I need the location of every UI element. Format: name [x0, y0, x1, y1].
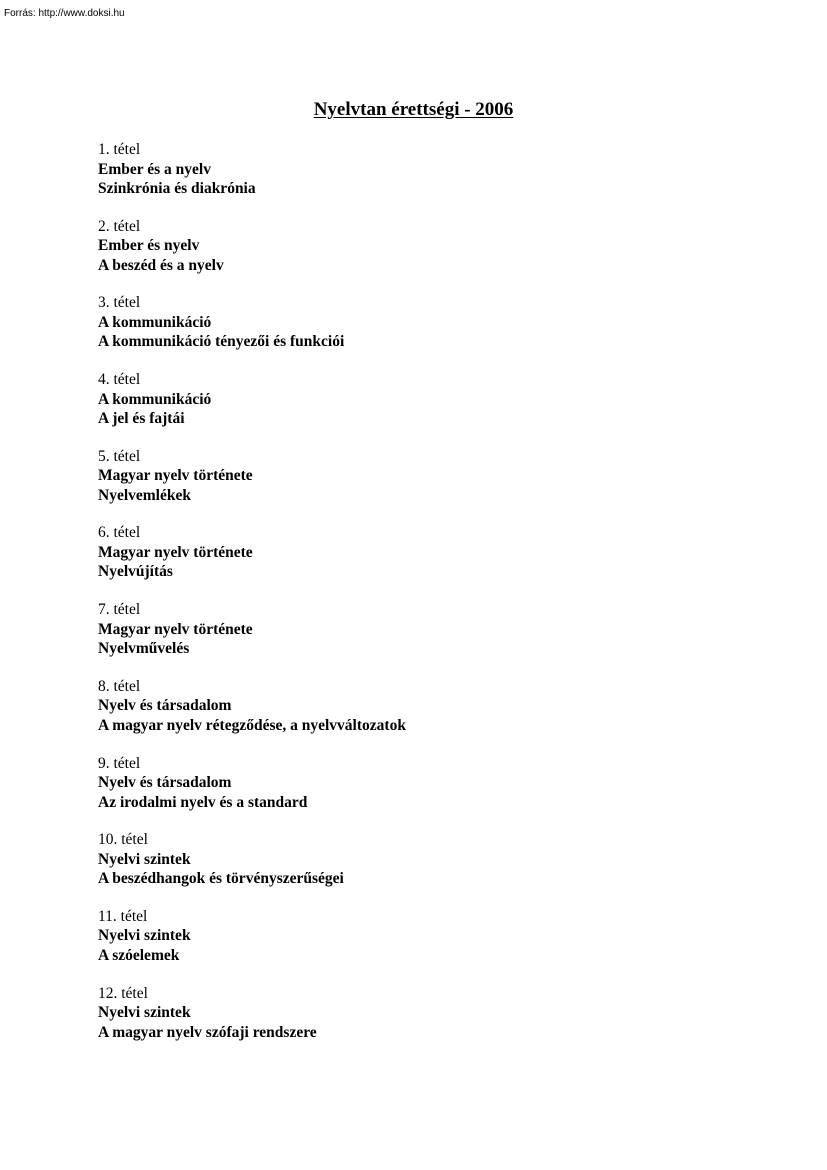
topic-number: 9. tétel: [98, 754, 141, 772]
topic-item-12: [98, 984, 798, 1061]
topic-theme: Magyar nyelv története: [98, 543, 253, 561]
topic-theme: Magyar nyelv története: [98, 467, 253, 485]
topic-number: 7. tétel: [98, 601, 141, 619]
topic-subject: A magyar nyelv szófaji rendszere: [98, 1023, 317, 1041]
topic-theme: Nyelvi szintek: [98, 927, 191, 945]
topic-item-5: [98, 447, 798, 524]
topic-number: 2. tétel: [98, 217, 141, 235]
topic-subject: A kommunikáció tényezői és funkciói: [98, 333, 345, 351]
topic-number: 12. tétel: [98, 984, 148, 1002]
topic-item-11: [98, 907, 798, 984]
topic-number: 3. tétel: [98, 294, 141, 312]
topic-number: 1. tétel: [98, 141, 141, 158]
topic-subject: A szóelemek: [98, 946, 180, 964]
topic-subject: Nyelvújítás: [98, 563, 173, 581]
topic-subject: Az irodalmi nyelv és a standard: [98, 793, 308, 811]
topic-theme: Ember és a nyelv: [98, 160, 211, 178]
topic-subject: Szinkrónia és diakrónia: [98, 180, 256, 197]
topic-item-10: [98, 830, 798, 907]
topic-number: 10. tétel: [98, 831, 148, 849]
topic-subject: A beszédhangok és törvényszerűségei: [98, 870, 344, 888]
topic-item-8: [98, 677, 798, 754]
topic-item-4: [98, 370, 798, 447]
topic-number: 11. tétel: [98, 907, 148, 925]
topic-theme: Nyelv és társadalom: [98, 697, 232, 715]
topic-item-9: [98, 754, 798, 831]
topic-item-7: [98, 600, 798, 677]
topic-theme: A kommunikáció: [98, 390, 212, 408]
topic-theme: Nyelvi szintek: [98, 1004, 191, 1022]
topic-list: [98, 140, 798, 1060]
topic-item-1: [98, 140, 798, 217]
topic-theme: A kommunikáció: [98, 313, 212, 331]
topic-theme: Nyelv és társadalom: [98, 774, 232, 791]
topic-number: 4. tétel: [98, 371, 141, 389]
topic-subject: Nyelvemlékek: [98, 486, 191, 504]
topic-number: 8. tétel: [98, 677, 141, 695]
topic-subject: Nyelvművelés: [98, 640, 190, 658]
topic-number: 6. tétel: [98, 524, 141, 542]
document-title: Nyelvtan érettségi - 2006: [313, 99, 514, 120]
topic-subject: A beszéd és a nyelv: [98, 256, 224, 274]
topic-item-3: [98, 293, 798, 370]
topic-item-6: [98, 523, 798, 600]
topic-number: 5. tétel: [98, 447, 141, 465]
topic-theme: Nyelvi szintek: [98, 850, 191, 868]
topic-item-2: [98, 217, 798, 294]
topic-subject: A jel és fajtái: [98, 410, 185, 428]
topic-theme: Ember és nyelv: [98, 237, 200, 255]
source-note: Forrás: http://www.doksi.hu: [4, 8, 125, 19]
topic-theme: Magyar nyelv története: [98, 620, 253, 638]
topic-subject: A magyar nyelv rétegződése, a nyelvváltozatok: [98, 716, 406, 734]
